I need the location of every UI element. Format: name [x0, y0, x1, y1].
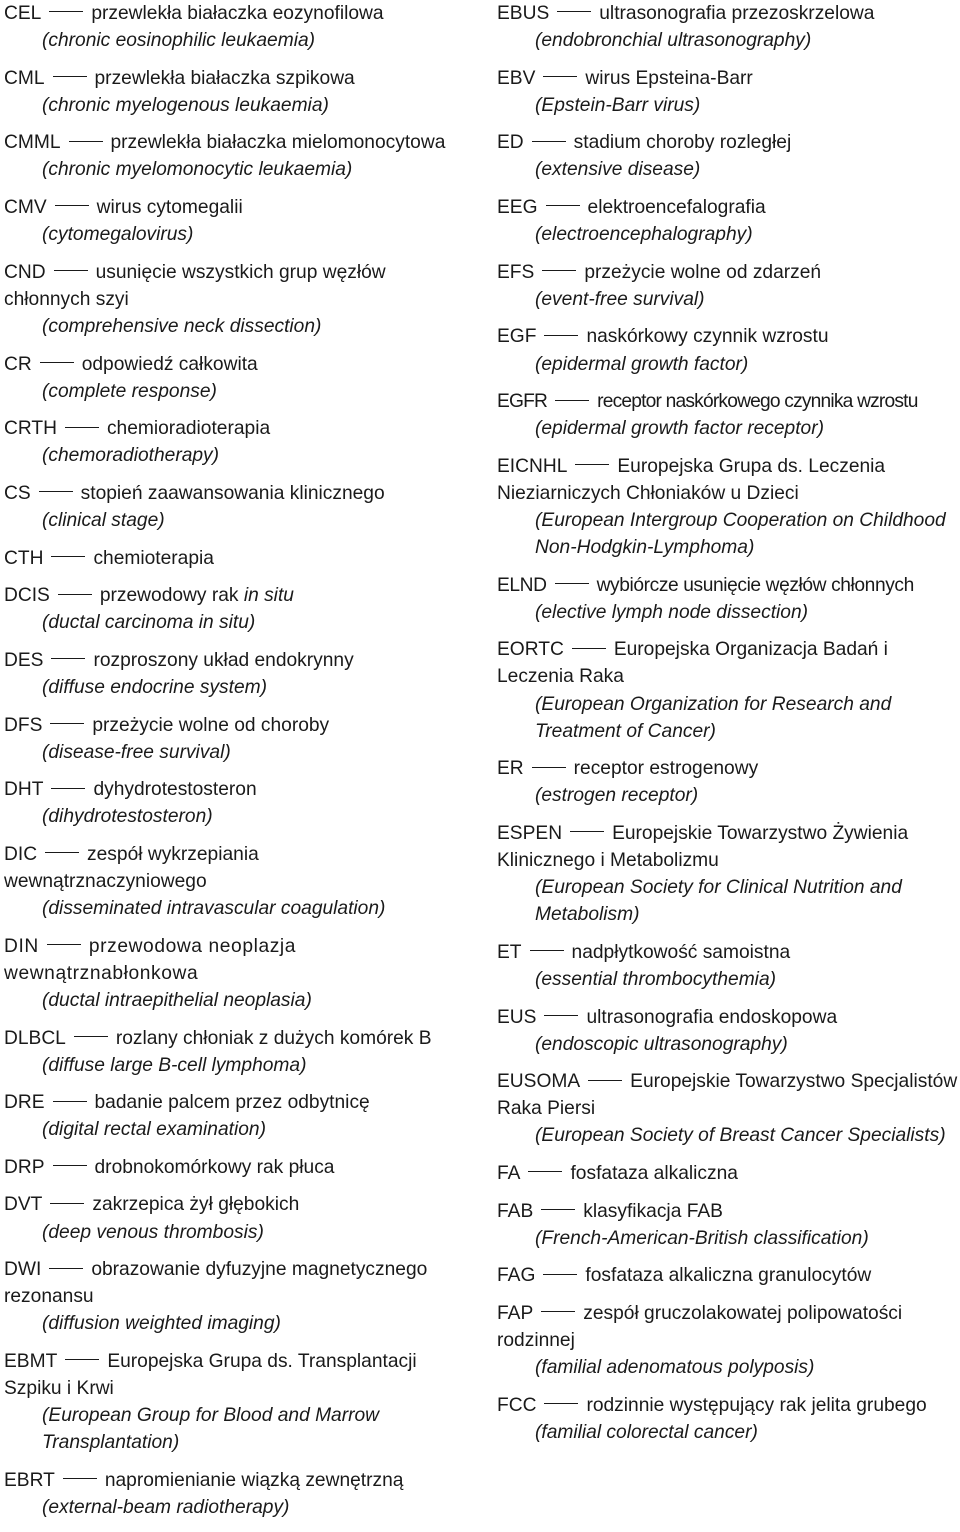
abbreviation: ED — [497, 132, 524, 154]
english-term: (ductal carcinoma in situ) — [42, 612, 256, 634]
english-term: (electroencephalography) — [535, 224, 753, 246]
polish-term: zespół gruczolakowatej polipowatości rodzinnej — [497, 1302, 903, 1351]
glossary-entry-egfr — [497, 388, 958, 442]
glossary-entry-eicnhl — [497, 453, 958, 561]
glossary-entry-cr — [4, 351, 466, 405]
glossary-entry-definition — [4, 712, 466, 739]
english-term: (cytomegalovirus) — [42, 224, 194, 246]
polish-term: dyhydrotestosteron — [93, 779, 257, 801]
glossary-entry-cmml — [4, 129, 466, 183]
abbreviation: FAP — [497, 1302, 534, 1324]
em-dash-separator — [528, 1171, 562, 1172]
english-term: (European Society for Clinical Nutrition and Metabolism) — [535, 877, 902, 926]
english-term: (chronic myelomonocytic leukaemia) — [42, 159, 353, 181]
glossary-entry-ebmt — [4, 1348, 466, 1456]
english-term: (European Society of Breast Cancer Specialists) — [535, 1125, 946, 1147]
glossary-entry-definition — [497, 820, 958, 874]
english-term: (diffuse large B-cell lymphoma) — [42, 1054, 307, 1076]
polish-term: rozlany chłoniak z dużych komórek B — [115, 1027, 432, 1049]
em-dash-separator — [575, 464, 609, 465]
glossary-entry-definition — [4, 545, 466, 572]
glossary-entry-cml — [4, 65, 466, 119]
glossary-entry-definition — [497, 0, 958, 27]
polish-term: drobnokomórkowy rak płuca — [94, 1156, 335, 1178]
glossary-entry-dwi — [4, 1256, 466, 1337]
english-term: (comprehensive neck dissection) — [42, 315, 322, 337]
english-term: (estrogen receptor) — [535, 785, 699, 807]
abbreviation: DLBCL — [4, 1027, 66, 1049]
em-dash-separator — [53, 76, 87, 77]
em-dash-separator — [588, 1080, 622, 1081]
glossary-entry-definition — [4, 841, 466, 895]
em-dash-separator — [47, 944, 81, 945]
glossary-entry-elnd — [497, 572, 958, 626]
em-dash-separator — [541, 1209, 575, 1210]
english-term: (French-American-British classification) — [535, 1227, 869, 1249]
glossary-entry-definition — [4, 480, 466, 507]
em-dash-separator — [65, 1359, 99, 1360]
abbreviation: ESPEN — [497, 822, 563, 844]
polish-term: chemioterapia — [93, 547, 214, 569]
abbreviation: EBRT — [4, 1469, 55, 1491]
abbreviation: EGFR — [497, 391, 548, 413]
english-term: (disseminated intravascular coagulation) — [42, 898, 386, 920]
abbreviation: ER — [497, 758, 524, 780]
english-term: (familial adenomatous polyposis) — [535, 1357, 815, 1379]
polish-term: zakrzepica żył głębokich — [92, 1194, 300, 1216]
glossary-entry-ebrt — [4, 1467, 466, 1521]
em-dash-separator — [557, 11, 591, 12]
glossary-entry-drp — [4, 1154, 466, 1181]
polish-term: usunięcie wszystkich grup węzłów chłonnych szyi — [4, 261, 386, 310]
english-term: (elective lymph node dissection) — [535, 601, 809, 623]
polish-term: wirus cytomegalii — [96, 197, 243, 219]
glossary-entry-dre — [4, 1089, 466, 1143]
em-dash-separator — [49, 1268, 83, 1269]
em-dash-separator — [530, 950, 564, 951]
polish-term: rozproszony układ endokrynny — [93, 649, 354, 671]
glossary-entry-definition — [497, 194, 958, 221]
polish-term: Europejskie Towarzystwo Żywienia Klinicznego i Metabolizmu — [497, 822, 909, 872]
polish-term: przewlekła białaczka szpikowa — [94, 67, 355, 89]
english-term: (deep venous thrombosis) — [42, 1221, 264, 1243]
english-term: (epidermal growth factor receptor) — [535, 418, 824, 440]
glossary-entry-ebus — [497, 0, 958, 54]
glossary-entry-cnd — [4, 259, 466, 340]
em-dash-separator — [51, 556, 85, 557]
em-dash-separator — [544, 1015, 578, 1016]
glossary-entry-definition — [4, 1025, 466, 1052]
polish-term: zespół wykrzepiania wewnątrznaczyniowego — [4, 843, 259, 893]
em-dash-separator — [53, 1165, 87, 1166]
glossary-entry-fcc — [497, 1392, 958, 1446]
abbreviation: EFS — [497, 261, 535, 283]
english-term: (essential thrombocythemia) — [535, 968, 777, 990]
abbreviation: CRTH — [4, 418, 57, 440]
english-term: (complete response) — [42, 380, 217, 402]
abbreviation: DHT — [4, 779, 44, 801]
glossary-entry-fap — [497, 1300, 958, 1381]
em-dash-separator — [50, 723, 84, 724]
polish-term: wybiórcze usunięcie węzłów chłonnych — [596, 574, 914, 596]
glossary-entry-definition — [497, 755, 958, 782]
polish-term: odpowiedź całkowita — [81, 353, 258, 375]
em-dash-separator — [51, 658, 85, 659]
em-dash-separator — [65, 427, 99, 428]
glossary-entry-definition — [497, 323, 958, 350]
english-term: (external-beam radiotherapy) — [42, 1496, 290, 1518]
glossary-right-column — [497, 0, 958, 1456]
em-dash-separator — [50, 1203, 84, 1204]
glossary-entry-definition — [497, 1068, 958, 1122]
glossary-entry-definition — [4, 415, 466, 442]
em-dash-separator — [74, 1036, 108, 1037]
polish-term: elektroencefalografia — [587, 197, 766, 219]
glossary-entry-dic — [4, 841, 466, 922]
abbreviation: EEG — [497, 197, 538, 219]
english-term: (epidermal growth factor) — [535, 353, 749, 375]
glossary-entry-definition — [4, 1467, 466, 1494]
glossary-entry-definition — [4, 1256, 466, 1310]
glossary-entry-definition — [497, 1198, 958, 1225]
glossary-entry-dcis — [4, 582, 466, 636]
glossary-entry-definition — [4, 933, 466, 987]
glossary-entry-definition — [497, 1392, 958, 1419]
glossary-entry-definition — [4, 1348, 466, 1402]
glossary-entry-eusoma — [497, 1068, 958, 1149]
english-term: (digital rectal examination) — [42, 1119, 266, 1141]
glossary-entry-cel — [4, 0, 466, 54]
glossary-entry-definition — [497, 388, 958, 415]
glossary-entry-eeg — [497, 194, 958, 248]
em-dash-separator — [63, 1478, 97, 1479]
em-dash-separator — [55, 205, 89, 206]
glossary-entry-definition — [4, 194, 466, 221]
glossary-entry-ed — [497, 129, 958, 183]
abbreviation: EBMT — [4, 1350, 58, 1372]
english-term: (ductal intraepithelial neoplasia) — [42, 989, 312, 1011]
glossary-entry-crth — [4, 415, 466, 469]
glossary-entry-definition — [497, 1004, 958, 1031]
polish-term: przewlekła białaczka eozynofilowa — [91, 3, 384, 24]
abbreviation: EBV — [497, 67, 536, 89]
glossary-entry-er — [497, 755, 958, 809]
polish-term: przewodowa neoplazja wewnątrznabłonkowa — [4, 935, 297, 984]
polish-term: badanie palcem przez odbytnicę — [94, 1092, 370, 1114]
english-term: (dihydrotestosteron) — [42, 806, 213, 828]
em-dash-separator — [49, 11, 83, 12]
abbreviation: ET — [497, 941, 522, 963]
polish-term: fosfataza alkaliczna granulocytów — [585, 1265, 872, 1287]
em-dash-separator — [532, 767, 566, 768]
glossary-entry-definition — [497, 65, 958, 92]
english-term: (endobronchial ultrasonography) — [535, 30, 812, 52]
em-dash-separator — [69, 141, 103, 142]
abbreviation: FCC — [497, 1394, 537, 1416]
polish-term: ultrasonografia endoskopowa — [586, 1006, 838, 1028]
polish-term: wirus Epsteina-Barr — [585, 67, 753, 89]
glossary-entry-definition — [497, 1262, 958, 1289]
glossary-entry-definition — [4, 65, 466, 92]
glossary-entry-definition — [4, 351, 466, 378]
glossary-entry-dvt — [4, 1191, 466, 1245]
abbreviation: DRP — [4, 1156, 45, 1178]
glossary-entry-ebv — [497, 65, 958, 119]
english-term: (Epstein-Barr virus) — [535, 94, 701, 116]
polish-term: fosfataza alkaliczna — [570, 1162, 738, 1184]
abbreviation: DIC — [4, 843, 38, 865]
english-term: (clinical stage) — [42, 510, 165, 531]
glossary-entry-eortc — [497, 636, 958, 744]
abbreviation: FA — [497, 1162, 521, 1184]
em-dash-separator — [39, 491, 73, 492]
polish-term: przewlekła białaczka mielomonocytowa — [110, 132, 446, 154]
abbreviation: DIN — [4, 935, 39, 957]
abbreviation: DRE — [4, 1092, 45, 1114]
polish-term: przewodowy rak — [99, 585, 239, 607]
em-dash-separator — [555, 400, 589, 401]
polish-term: ultrasonografia przezoskrzelowa — [599, 3, 875, 24]
abbreviation: EUS — [497, 1006, 537, 1028]
glossary-entry-dht — [4, 776, 466, 830]
abbreviation: DFS — [4, 714, 43, 736]
glossary-entry-definition — [4, 1089, 466, 1116]
glossary-entry-cth — [4, 545, 466, 572]
abbreviation: DWI — [4, 1259, 42, 1281]
abbreviation: DES — [4, 649, 44, 671]
glossary-entry-definition — [4, 647, 466, 674]
abbreviation: DVT — [4, 1194, 43, 1216]
glossary-entry-fag — [497, 1262, 958, 1289]
em-dash-separator — [570, 831, 604, 832]
glossary-entry-definition — [4, 582, 466, 609]
english-term: (European Organization for Research and Treatment of Cancer) — [535, 693, 892, 742]
abbreviation: ELND — [497, 574, 547, 596]
abbreviation: EICNHL — [497, 455, 568, 477]
english-term: (European Group for Blood and Marrow Transplantation) — [42, 1405, 380, 1454]
english-term: (familial colorectal cancer) — [535, 1421, 758, 1443]
english-term: (disease-free survival) — [42, 741, 231, 763]
english-term: (diffuse endocrine system) — [42, 676, 268, 698]
polish-term: receptor estrogenowy — [573, 758, 759, 780]
abbreviation: CEL — [4, 3, 42, 24]
em-dash-separator — [572, 648, 606, 649]
polish-term: nadpłytkowość samoistna — [571, 941, 791, 963]
polish-term: Europejska Grupa ds. Leczenia Nieziarniczych Chłoniaków u Dzieci — [497, 455, 886, 504]
glossary-entry-cmv — [4, 194, 466, 248]
glossary-entry-definition — [497, 572, 958, 599]
glossary-entry-definition — [4, 129, 466, 156]
abbreviation: CMV — [4, 197, 47, 219]
glossary-entry-definition — [497, 1300, 958, 1354]
em-dash-separator — [532, 141, 566, 142]
polish-term: przeżycie wolne od choroby — [92, 714, 330, 736]
polish-term: Europejska Organizacja Badań i Leczenia Raka — [497, 639, 888, 688]
glossary-entry-definition — [4, 0, 466, 27]
em-dash-separator — [543, 76, 577, 77]
em-dash-separator — [546, 205, 580, 206]
glossary-entry-definition — [497, 259, 958, 286]
glossary-entry-definition — [497, 453, 958, 507]
english-term: (chemoradiotherapy) — [42, 445, 220, 467]
polish-term: obrazowanie dyfuzyjne magnetycznego rezonansu — [4, 1259, 428, 1308]
em-dash-separator — [51, 788, 85, 789]
glossary-entry-definition — [4, 776, 466, 803]
polish-term-italic: in situ — [243, 585, 294, 607]
glossary-entry-fa — [497, 1160, 958, 1187]
em-dash-separator — [543, 1274, 577, 1275]
em-dash-separator — [54, 270, 88, 271]
em-dash-separator — [544, 335, 578, 336]
abbreviation: DCIS — [4, 585, 50, 607]
english-term: (chronic myelogenous leukaemia) — [42, 94, 329, 116]
abbreviation: EORTC — [497, 639, 564, 661]
abbreviation: CND — [4, 261, 46, 283]
polish-term: stadium choroby rozległej — [573, 132, 792, 154]
glossary-entry-din — [4, 933, 466, 1014]
glossary-entry-dfs — [4, 712, 466, 766]
glossary-entry-espen — [497, 820, 958, 928]
english-term: (extensive disease) — [535, 159, 701, 181]
polish-term: rodzinnie występujący rak jelita grubego — [586, 1394, 927, 1416]
glossary-entry-definition — [497, 939, 958, 966]
em-dash-separator — [58, 594, 92, 595]
glossary-entry-eus — [497, 1004, 958, 1058]
polish-term: przeżycie wolne od zdarzeń — [584, 261, 822, 283]
polish-term: receptor naskórkowego czynnika wzrostu — [597, 391, 918, 413]
polish-term: chemioradioterapia — [106, 418, 271, 440]
glossary-entry-definition — [4, 1191, 466, 1218]
polish-term: klasyfikacja FAB — [583, 1200, 723, 1222]
polish-term: stopień zaawansowania klinicznego — [80, 482, 385, 504]
english-term: (event-free survival) — [535, 288, 705, 310]
abbreviation: CML — [4, 67, 45, 89]
glossary-entry-definition — [497, 636, 958, 690]
glossary-entry-egf — [497, 323, 958, 377]
em-dash-separator — [40, 362, 74, 363]
glossary-entry-et — [497, 939, 958, 993]
glossary-entry-dlbcl — [4, 1025, 466, 1079]
polish-term: napromienianie wiązką zewnętrzną — [104, 1469, 404, 1491]
abbreviation: FAB — [497, 1200, 534, 1222]
glossary-entry-definition — [4, 1154, 466, 1181]
polish-term: Europejska Grupa ds. Transplantacji Szpiku i Krwi — [4, 1350, 417, 1400]
glossary-entry-des — [4, 647, 466, 701]
english-term: (European Intergroup Cooperation on Childhood Non-Hodgkin-Lymphoma) — [535, 510, 946, 559]
glossary-entry-fab — [497, 1198, 958, 1252]
abbreviation: EGF — [497, 326, 537, 348]
abbreviation: EUSOMA — [497, 1071, 581, 1093]
abbreviation: CTH — [4, 547, 44, 569]
em-dash-separator — [53, 1101, 87, 1102]
glossary-entry-definition — [497, 129, 958, 156]
abbreviation: CS — [4, 482, 31, 504]
em-dash-separator — [555, 583, 589, 584]
english-term: (endoscopic ultrasonography) — [535, 1033, 788, 1055]
glossary-entry-definition — [4, 259, 466, 313]
english-term: (diffusion weighted imaging) — [42, 1313, 281, 1335]
glossary-left-column — [4, 0, 466, 1532]
abbreviation: FAG — [497, 1265, 536, 1287]
polish-term: naskórkowy czynnik wzrostu — [586, 326, 829, 348]
glossary-entry-definition — [497, 1160, 958, 1187]
em-dash-separator — [541, 1311, 575, 1312]
glossary-entry-cs — [4, 480, 466, 534]
abbreviation: EBUS — [497, 3, 550, 24]
glossary-entry-efs — [497, 259, 958, 313]
abbreviation: CR — [4, 353, 32, 375]
em-dash-separator — [45, 852, 79, 853]
polish-term: Europejskie Towarzystwo Specjalistów Raka Piersi — [497, 1071, 958, 1120]
em-dash-separator — [542, 270, 576, 271]
abbreviation: CMML — [4, 132, 61, 154]
em-dash-separator — [544, 1403, 578, 1404]
english-term: (chronic eosinophilic leukaemia) — [42, 30, 316, 52]
